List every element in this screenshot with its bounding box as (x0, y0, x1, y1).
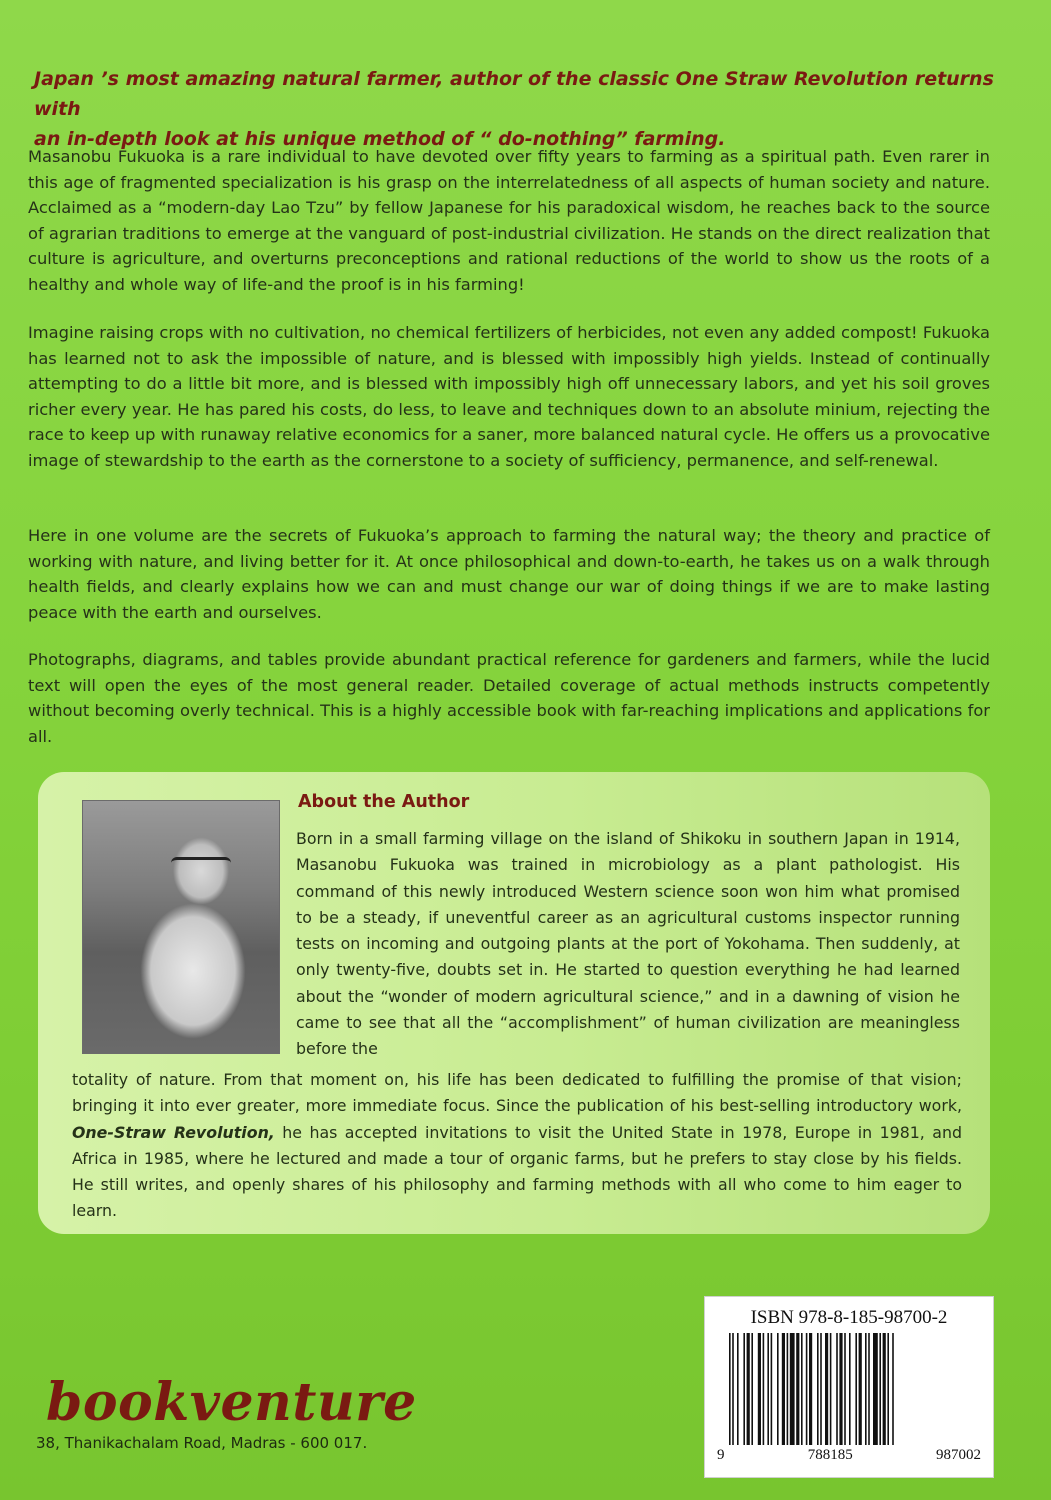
author-bio-text-b: he has accepted invitations to visit the United State in 1978, Europe in 1981, and Africa in 1985, where he lectured and made a tour of organic farms, but he prefers to stay close by his fields. He still writes, and openly shares of his philosophy and farming methods with all who come to him eager to learn. (72, 1122, 962, 1221)
description-paragraph-1: Masanobu Fukuoka is a rare individual to have devoted over fifty years to farming as a spiritual path. Even rarer in this age of fragmented specialization is his grasp on the interrelatedness of all aspects of human society and nature. Acclaimed as a “modern-day Lao Tzu” by fellow Japanese for his paradoxical wisdom, he reaches back to the source of agrarian traditions to emerge at the vanguard of post-industrial civilization. He stands on the direct realization that culture is agriculture, and overturns preconceptions and rational reductions of the world to show us the roots of a healthy and whole way of life-and the proof is in his farming! (28, 147, 990, 294)
description-paragraph-3: Here in one volume are the secrets of Fukuoka’s approach to farming the natural way; the theory and practice of working with nature, and living better for it. At once philosophical and down-to-earth, he takes us on a walk through health fields, and clearly explains how we can and must change our war of doing things if we are to make lasting peace with the earth and ourselves. (28, 526, 990, 622)
publisher-address: 38, Thanikachalam Road, Madras - 600 017. (36, 1434, 368, 1452)
author-bio-part-2 (72, 1067, 962, 1225)
author-bio-text-a: totality of nature. From that moment on, his life has been dedicated to fulfilling the promise of that vision; bringing it into ever greater, more immediate focus. Since the publication of his best-selling introductory work, (72, 1070, 962, 1116)
about-author-heading: About the Author (298, 792, 470, 812)
author-photo-glasses (171, 857, 231, 874)
publisher-logo: bookventure (46, 1372, 417, 1433)
author-bio-part-1: Born in a small farming village on the island of Shikoku in southern Japan in 1914, Masanobu Fukuoka was trained in microbiology as a plant pathologist. His command of this newly introduced Western science soon won him what promised to be a steady, if uneventful career as an agricultural customs inspector running tests on incoming and outgoing plants at the port of Yokohama. Then suddenly, at only twenty-five, doubts set in. He started to question everything he had learned about the “wonder of modern agricultural science,” and in a dawning of vision he came to see that all the “accomplishment” of human civilization are meaningless before the (296, 829, 960, 1059)
description-paragraph-4: Photographs, diagrams, and tables provide abundant practical reference for gardeners and farmers, while the lucid text will open the eyes of the most general reader. Detailed coverage of actual methods instructs competently without becoming overly technical. This is a highly accessible book with far-reaching implications and applications for all. (28, 650, 990, 746)
tagline (34, 64, 1014, 154)
author-photo (82, 800, 280, 1054)
tagline-line-2: an in-depth look at his unique method of “ do-nothing” farming. (34, 128, 726, 150)
description-paragraph-2: Imagine raising crops with no cultivation, no chemical fertilizers of herbicides, not even any added compost! Fukuoka has learned not to ask the impossible of nature, and is blessed with impossibly high yields. Instead of continually attempting to do a little bit more, and is blessed with impossibly high off unnecessary labors, and yet his soil groves richer every year. He has pared his costs, do less, to leave and techniques down to an absolute minium, rejecting the race to keep up with runaway relative economics for a saner, more balanced natural cycle. He offers us a provocative image of stewardship to the earth as the cornerstone to a society of sufficiency, permanence, and self-renewal. (28, 323, 990, 470)
isbn-label: ISBN 978-8-185-98700-2 (750, 1307, 948, 1328)
barcode-digit-group-2: 788185 (807, 1447, 853, 1463)
barcode-digit-group-3: 987002 (936, 1447, 981, 1463)
isbn-barcode (704, 1296, 994, 1478)
tagline-line-1: Japan ’s most amazing natural farmer, author of the classic One Straw Revolution returns with (34, 68, 994, 120)
author-bio-book-title: One-Straw Revolution, (72, 1122, 275, 1142)
barcode-digit-group-1: 9 (717, 1447, 725, 1463)
barcode-bars (729, 1333, 969, 1449)
barcode-digits (717, 1447, 981, 1464)
